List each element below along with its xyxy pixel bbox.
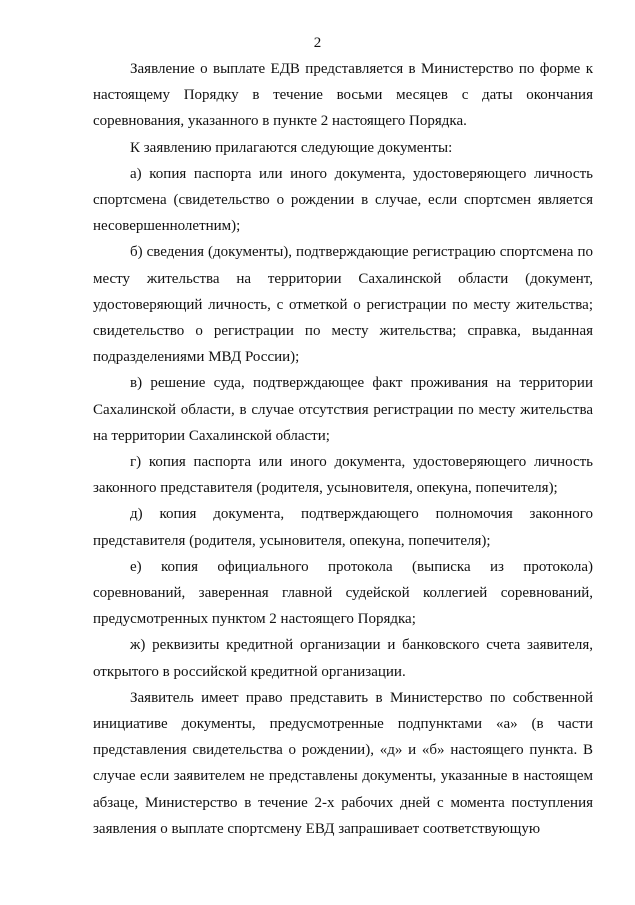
paragraph-applicant-rights: Заявитель имеет право представить в Министерство по собственной инициативе документы, предусмотренные подпунктами «а» (в части представления свидетельства о рождении), «д» и «б» настоящего пункта. В случае если заявителем не представлены документы, указанные в настоящем абзаце, Министерство в течение 2-х рабочих дней с момента поступления заявления о выплате спортсмену ЕВД запрашивает соответствующую [93,689,593,837]
list-item-b-registration-info: б) сведения (документы), подтверждающие регистрацию спортсмена по месту жительства на территории Сахалинской области (документ, удостоверяющий личность, с отметкой о регистрации по месту жительства; свидетельство о регистрации по месту жительства; справка, выданная подразделениями МВД России); [93,244,593,366]
list-item-e-competition-protocol: е) копия официального протокола (выписка из протокола) соревнований, заверенная главной судейской коллегией соревнований, предусмотренных пунктом 2 настоящего Порядка; [93,558,593,628]
list-item-g-representative-passport: г) копия паспорта или иного документа, удостоверяющего личность законного представителя (родителя, усыновителя, опекуна, попечителя); [93,454,593,497]
page-number: 2 [313,35,322,51]
list-item-v-court-decision: в) решение суда, подтверждающее факт проживания на территории Сахалинской области, в случае отсутствия регистрации по месту жительства на территории Сахалинской области; [93,375,593,444]
paragraph-submission-deadline: Заявление о выплате ЕДВ представляется в Министерство по форме к настоящему Порядку в течение восьми месяцев с даты окончания соревнования, указанного в пункте 2 настоящего Порядка. [93,61,593,130]
document-body [93,56,593,842]
list-item-d-authority-document: д) копия документа, подтверждающего полномочия законного представителя (родителя, усыновителя, опекуна, попечителя); [93,506,593,549]
list-item-a-passport-copy: а) копия паспорта или иного документа, удостоверяющего личность спортсмена (свидетельство о рождении в случае, если спортсмен является несовершеннолетним); [93,165,593,235]
list-item-zh-bank-details: ж) реквизиты кредитной организации и банковского счета заявителя, открытого в российской кредитной организации. [93,637,593,680]
paragraph-attachments-intro: К заявлению прилагаются следующие документы: [130,139,453,156]
